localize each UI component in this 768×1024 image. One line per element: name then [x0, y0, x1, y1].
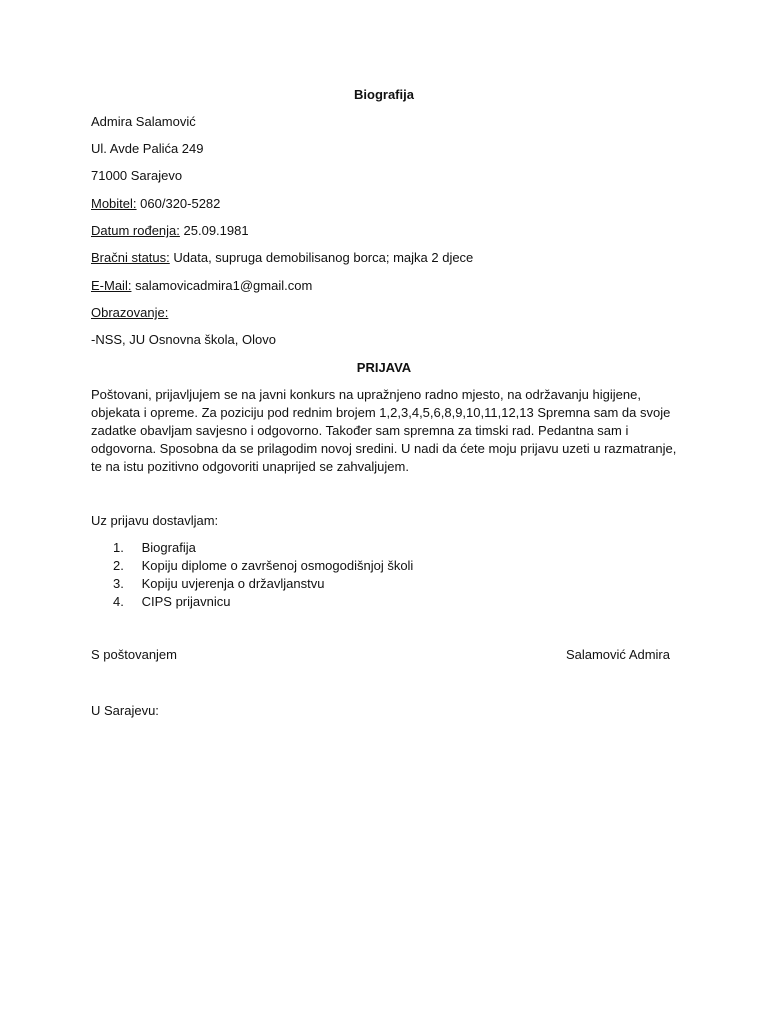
datum-rodjenja-label: Datum rođenja: — [91, 223, 180, 238]
paragraph-line: Poštovani, prijavljujem se na javni konkurs na upražnjeno radno mjesto, na održavanju higijene, — [91, 387, 641, 402]
place-line: U Sarajevu: — [91, 703, 159, 718]
paragraph-line: te na istu pozitivno odgovoriti unaprijed se zahvaljujem. — [91, 459, 409, 474]
mobitel-line — [91, 196, 220, 212]
email-line — [91, 278, 312, 294]
street-address: Ul. Avde Palića 249 — [91, 141, 204, 156]
datum-rodjenja-value: 25.09.1981 — [183, 223, 249, 238]
list-item-text: Biografija — [141, 540, 196, 555]
email-label: E-Mail: — [91, 278, 132, 293]
list-item — [113, 575, 413, 593]
email-value: salamovicadmira1@gmail.com — [135, 278, 313, 293]
closing-greeting: S poštovanjem — [91, 647, 177, 662]
bracni-status-label: Bračni status: — [91, 250, 170, 265]
attachments-list — [113, 539, 413, 611]
mobitel-value: 060/320-5282 — [140, 196, 221, 211]
datum-rodjenja-line — [91, 223, 249, 239]
obrazovanje-label: Obrazovanje: — [91, 305, 169, 320]
prijava-paragraph — [91, 386, 681, 476]
list-item-text: CIPS prijavnicu — [141, 594, 231, 609]
list-item — [113, 557, 413, 575]
obrazovanje-value: -NSS, JU Osnovna škola, Olovo — [91, 332, 276, 347]
list-item-number: 4. — [113, 594, 124, 609]
mobitel-label: Mobitel: — [91, 196, 137, 211]
applicant-name: Admira Salamović — [91, 114, 196, 129]
list-item-number: 3. — [113, 576, 124, 591]
bracni-status-value: Udata, supruga demobilisanog borca; majka 2 djece — [173, 250, 474, 265]
paragraph-line: objekata i opreme. Za poziciju pod rednim brojem 1,2,3,4,5,6,8,9,10,11,12,13 Spremna sam da svoje — [91, 405, 671, 420]
list-item — [113, 539, 413, 557]
list-item-text: Kopiju uvjerenja o državljanstvu — [141, 576, 325, 591]
list-item — [113, 593, 413, 611]
paragraph-line: zadatke obavljam savjesno i odgovorno. Također sam spremna za timski rad. Pedantna sam i — [91, 423, 629, 438]
biografija-title: Biografija — [354, 87, 414, 102]
list-item-text: Kopiju diplome o završenoj osmogodišnjoj školi — [141, 558, 414, 573]
list-item-number: 1. — [113, 540, 124, 555]
attachments-intro: Uz prijavu dostavljam: — [91, 513, 219, 528]
paragraph-line: odgovorna. Sposobna da se prilagodim novoj sredini. U nadi da ćete moju prijavu uzeti u razmatranje, — [91, 441, 677, 456]
city-address: 71000 Sarajevo — [91, 168, 183, 183]
list-item-number: 2. — [113, 558, 124, 573]
prijava-title: PRIJAVA — [356, 360, 412, 375]
signature-name: Salamović Admira — [565, 647, 670, 662]
obrazovanje-line — [91, 305, 168, 321]
bracni-status-line — [91, 250, 473, 266]
